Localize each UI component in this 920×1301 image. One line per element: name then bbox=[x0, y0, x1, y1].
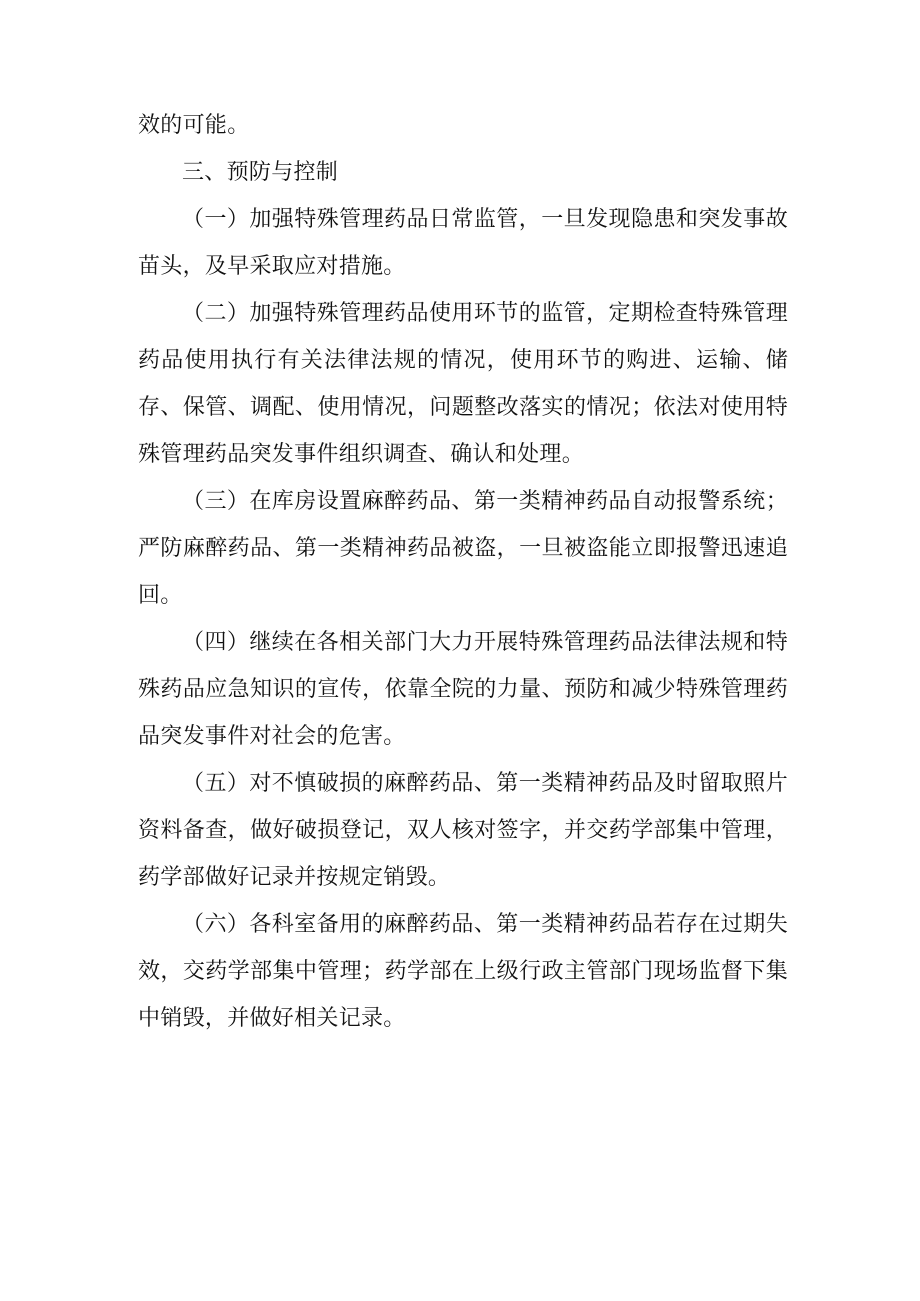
paragraph-6: （六）各科室备用的麻醉药品、第一类精神药品若存在过期失效，交药学部集中管理；药学部在上级行政主管部门现场监督下集中销毁，并做好相关记录。 bbox=[138, 912, 788, 1031]
paragraph-2: （二）加强特殊管理药品使用环节的监管，定期检查特殊管理药品使用执行有关法律法规的情况，使用环节的购进、运输、储存、保管、调配、使用情况，问题整改落实的情况；依法对使用特殊管理药品突发事件组织调查、确认和处理。 bbox=[138, 301, 788, 467]
section-heading: 三、预防与控制 bbox=[182, 160, 339, 185]
paragraph-4: （四）继续在各相关部门大力开展特殊管理药品法律法规和特殊药品应急知识的宣传，依靠全院的力量、预防和减少特殊管理药品突发事件对社会的危害。 bbox=[138, 630, 788, 749]
document-body bbox=[138, 102, 788, 1042]
continuation-line: 效的可能。 bbox=[138, 113, 250, 138]
paragraph-3: （三）在库房设置麻醉药品、第一类精神药品自动报警系统；严防麻醉药品、第一类精神药品被盗，一旦被盗能立即报警迅速追回。 bbox=[138, 489, 788, 608]
paragraph-5: （五）对不慎破损的麻醉药品、第一类精神药品及时留取照片资料备查，做好破损登记，双人核对签字，并交药学部集中管理，药学部做好记录并按规定销毁。 bbox=[138, 771, 788, 890]
paragraph-1: （一）加强特殊管理药品日常监管，一旦发现隐患和突发事故苗头，及早采取应对措施。 bbox=[138, 207, 788, 279]
